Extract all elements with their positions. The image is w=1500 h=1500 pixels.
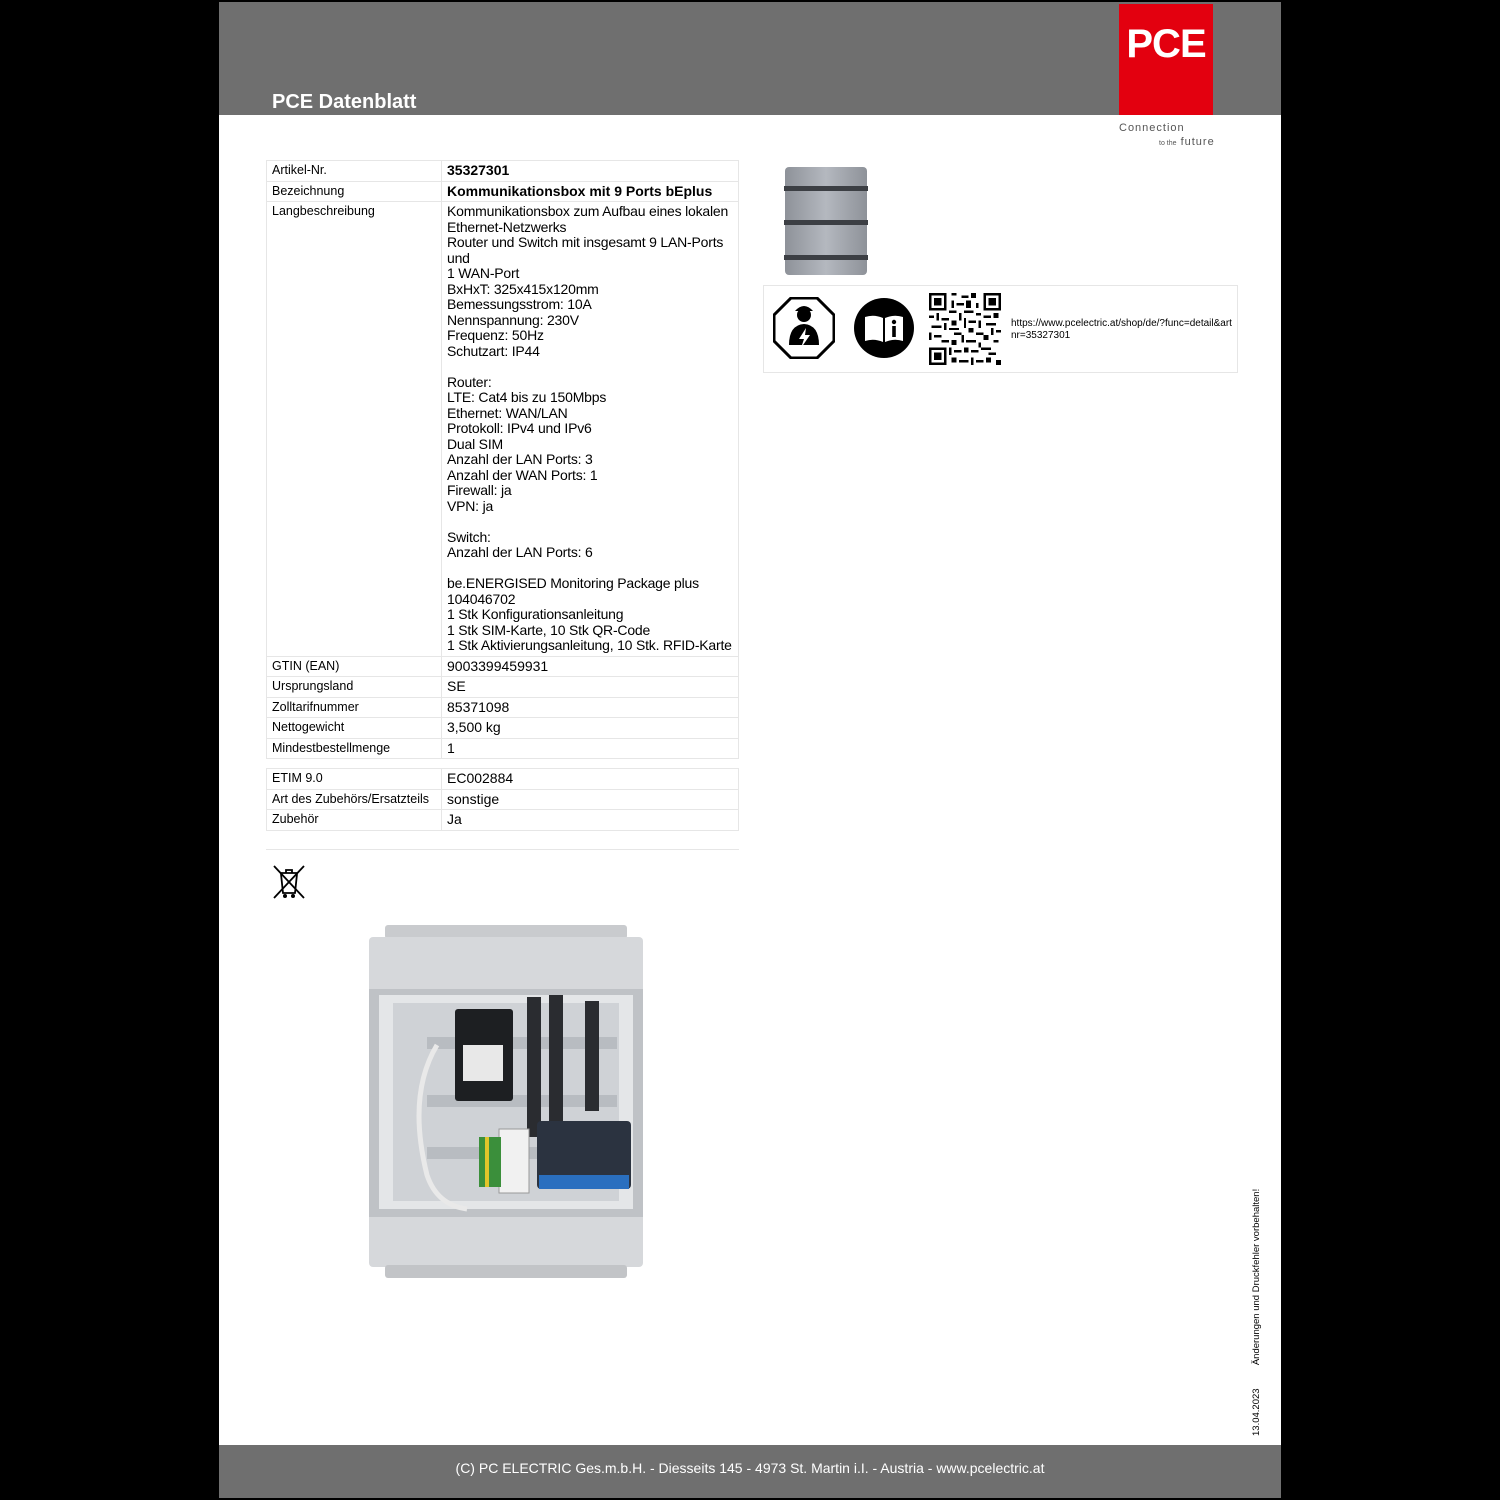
row-label: ETIM 9.0 [267, 769, 442, 790]
table-row [267, 202, 739, 657]
row-label: Zubehör [267, 810, 442, 831]
weee-bin-icon [271, 864, 307, 902]
logo-text: PCE [1126, 22, 1206, 66]
slogan-line1: Connection [1119, 122, 1185, 134]
table-row [267, 697, 739, 718]
etim-value: EC002884 [442, 769, 739, 790]
long-description: Kommunikationsbox zum Aufbau eines lokalen Ethernet-Netzwerks Router und Switch mit insgesamt 9 LAN-Ports und 1 WAN-Port BxHxT: 325x415x120mm Bemessungsstrom: 10A Nennspannung: 230V Frequenz: 50Hz Schutzart: IP44 Router: LTE: Cat4 bis zu 150Mbps Ethernet: WAN/LAN Protokoll: IPv4 und IPv6 Dual SIM Anzahl der LAN Ports: 3 Anzahl der WAN Ports: 1 Firewall: ja VPN: ja Switch: Anzahl der LAN Ports: 6 be.ENERGISED Monitoring Package plus 104046702 1 Stk Konfigurationsanleitung 1 Stk SIM-Karte, 10 Stk QR-Code 1 Stk Aktivierungsanleitung, 10 Stk. RFID-Karte [442, 202, 739, 657]
row-label: Zolltarifnummer [267, 697, 442, 718]
row-label: Artikel-Nr. [267, 161, 442, 182]
accessory-value: Ja [442, 810, 739, 831]
footer-text: (C) PC ELECTRIC Ges.m.b.H. - Diesseits 145 - 4973 St. Martin i.I. - Austria - www.pcelectric.at [455, 1460, 1045, 1476]
row-label: GTIN (EAN) [267, 656, 442, 677]
row-label: Nettogewicht [267, 718, 442, 739]
etim-table [266, 768, 739, 831]
divider [266, 849, 739, 850]
accessory-type-value: sonstige [442, 789, 739, 810]
product-thumbnail [781, 165, 871, 277]
page-title: PCE Datenblatt [272, 91, 417, 113]
table-row [267, 161, 739, 182]
table-row [267, 769, 739, 790]
row-label: Art des Zubehörs/Ersatzteils [267, 789, 442, 810]
product-photo [367, 925, 645, 1280]
side-note [1251, 1189, 1262, 1436]
link-panel [763, 285, 1238, 373]
row-label: Mindestbestellmenge [267, 738, 442, 759]
slogan-line2 [1159, 136, 1215, 148]
tariff-value: 85371098 [442, 697, 739, 718]
product-url[interactable]: https://www.pcelectric.at/shop/de/?func=detail&artnr=35327301 [1011, 318, 1232, 341]
table-row [267, 718, 739, 739]
read-manual-icon [853, 297, 915, 359]
disclaimer: Änderungen und Druckfehler vorbehalten! [1251, 1188, 1262, 1366]
table-row [267, 181, 739, 202]
origin-value: SE [442, 677, 739, 698]
table-row [267, 656, 739, 677]
table-row [267, 810, 739, 831]
row-label: Ursprungsland [267, 677, 442, 698]
pce-logo [1119, 4, 1213, 115]
spec-table [266, 160, 739, 759]
qr-code-icon [929, 293, 1001, 365]
product-name: Kommunikationsbox mit 9 Ports bEplus [442, 181, 739, 202]
footer-band [219, 1445, 1281, 1498]
weight-value: 3,500 kg [442, 718, 739, 739]
table-row [267, 738, 739, 759]
row-label: Langbeschreibung [267, 202, 442, 657]
table-row [267, 677, 739, 698]
article-number: 35327301 [442, 161, 739, 182]
electrician-warning-icon [773, 297, 835, 359]
slogan-small: to the [1159, 140, 1177, 147]
row-label: Bezeichnung [267, 181, 442, 202]
min-order-value: 1 [442, 738, 739, 759]
gtin-value: 9003399459931 [442, 656, 739, 677]
slogan-future: future [1180, 136, 1215, 148]
print-date: 13.04.2023 [1251, 1388, 1262, 1436]
table-row [267, 789, 739, 810]
datasheet-page [219, 2, 1281, 1498]
